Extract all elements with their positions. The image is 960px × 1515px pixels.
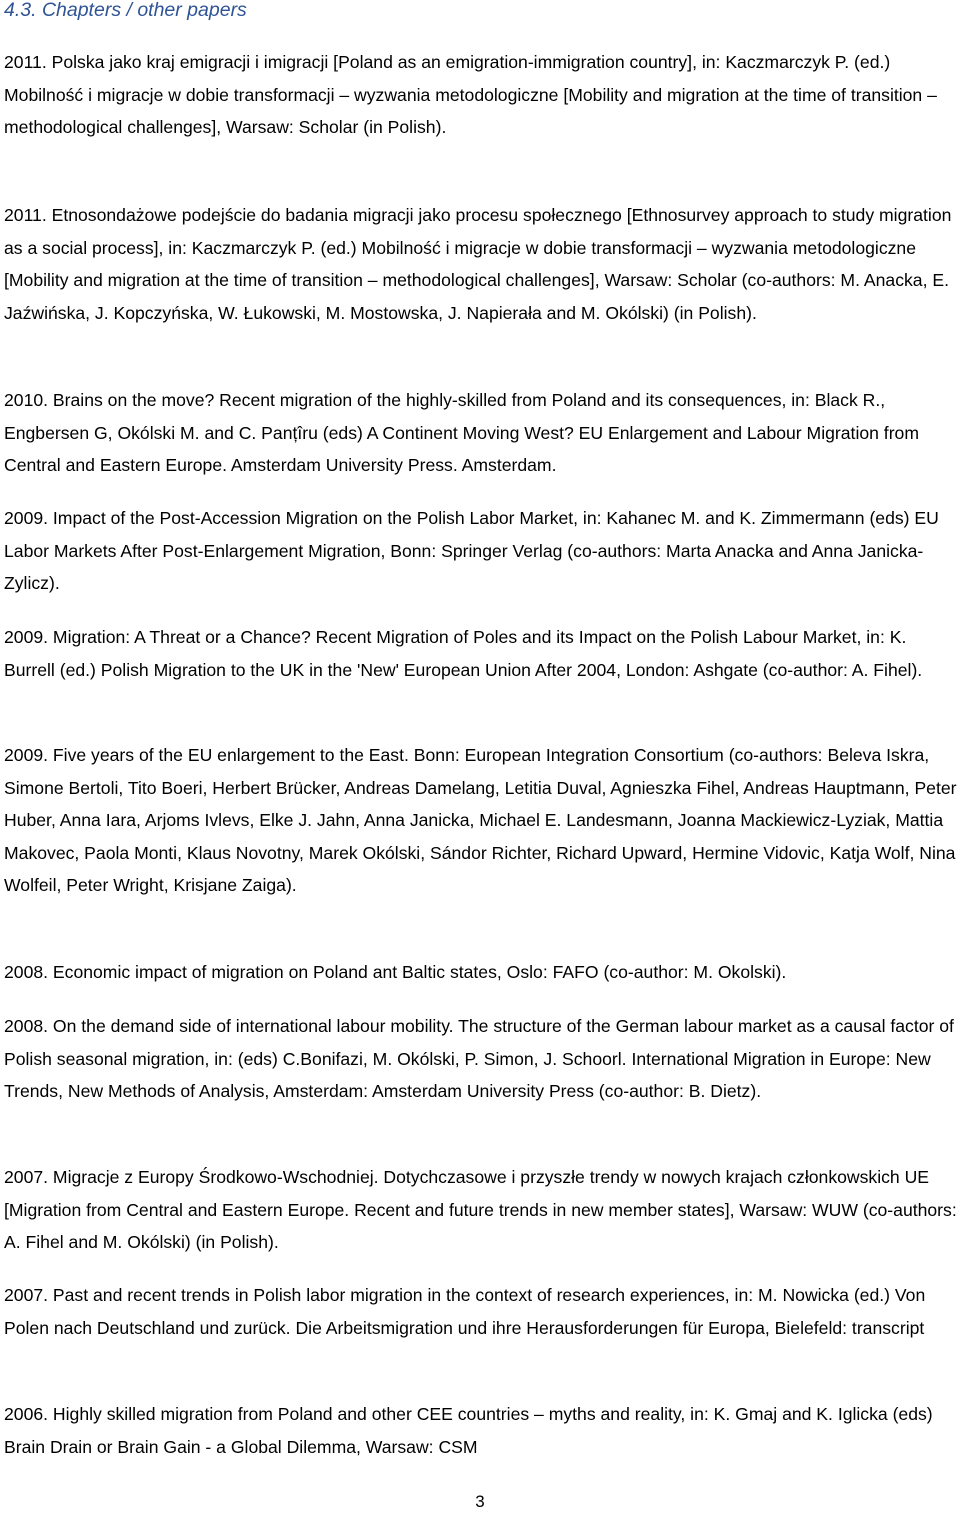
publication-entry-2009-migration-threat: 2009. Migration: A Threat or a Chance? Recent Migration of Poles and its Impact on the Polish Labour Market, in: K. Burrell (ed.) Polish Migration to the UK in the 'New' European Union After 2004, London: Ashgate (co-author: A. Fihel).	[4, 627, 923, 680]
section-heading: 4.3. Chapters / other papers	[4, 0, 247, 21]
publication-entry-2009-impact: 2009. Impact of the Post-Accession Migration on the Polish Labor Market, in: Kahanec M. and K. Zimmermann (eds) EU Labor Markets After Post-Enlargement Migration, Bonn: Springer Verlag (co-authors: Marta Anacka and Anna Janicka-Zylicz).	[4, 508, 939, 594]
publication-entry-2008-demand-side: 2008. On the demand side of international labour mobility. The structure of the German labour market as a causal factor of Polish seasonal migration, in: (eds) C.Bonifazi, M. Okólski, P. Simon, J. Schoorl. International Migration in Europe: New Trends, New Methods of Analysis, Amsterdam: Amsterdam University Press (co-author: B. Dietz).	[4, 1016, 954, 1102]
publication-entry-2010-brains: 2010. Brains on the move? Recent migration of the highly-skilled from Poland and its consequences, in: Black R., Engbersen G, Okólski M. and C. Panțîru (eds) A Continent Moving West? EU Enlargement and Labour Migration from Central and Eastern Europe. Amsterdam University Press. Amsterdam.	[4, 390, 919, 476]
publication-entry-2008-economic-impact: 2008. Economic impact of migration on Poland ant Baltic states, Oslo: FAFO (co-author: M. Okolski).	[4, 962, 787, 982]
publication-entry-2006-highly-skilled: 2006. Highly skilled migration from Poland and other CEE countries – myths and reality, in: K. Gmaj and K. Iglicka (eds) Brain Drain or Brain Gain - a Global Dilemma, Warsaw: CSM	[4, 1404, 933, 1457]
page-number: 3	[475, 1492, 485, 1511]
publication-entry-2007-past-recent: 2007. Past and recent trends in Polish labor migration in the context of research experiences, in: M. Nowicka (ed.) Von Polen nach Deutschland und zurück. Die Arbeitsmigration und ihre Herausforderungen für Europa, Bielefeld: transcript	[4, 1285, 926, 1338]
publication-entry-2009-five-years: 2009. Five years of the EU enlargement to the East. Bonn: European Integration Consortium (co-authors: Beleva Iskra, Simone Bertoli, Tito Boeri, Herbert Brücker, Andreas Damelang, Letitia Duval, Agnieszka Fihel, Andreas Hauptmann, Peter Huber, Anna Iara, Arjoms Ivlevs, Elke J. Jahn, Anna Janicka, Michael E. Landesmann, Joanna Mackiewicz-Lyziak, Mattia Makovec, Paola Monti, Klaus Novotny, Marek Okólski, Sándor Richter, Richard Upward, Hermine Vidovic, Katja Wolf, Nina Wolfeil, Peter Wright, Krisjane Zaiga).	[4, 745, 957, 896]
publication-entry-2011-etnosondazowe: 2011. Etnosondażowe podejście do badania migracji jako procesu społecznego [Ethnosurvey approach to study migration as a social process], in: Kaczmarczyk P. (ed.) Mobilność i migracje w dobie transformacji – wyzwania metodologiczne [Mobility and migration at the time of transition – methodological challenges], Warsaw: Scholar (co-authors: M. Anacka, E. Jaźwińska, J. Kopczyńska, W. Łukowski, M. Mostowska, J. Napierała and M. Okólski) (in Polish).	[4, 205, 952, 323]
publication-entry-2007-migracje: 2007. Migracje z Europy Środkowo-Wschodniej. Dotychczasowe i przyszłe trendy w nowych krajach członkowskich UE [Migration from Central and Eastern Europe. Recent and future trends in new member states], Warsaw: WUW (co-authors: A. Fihel and M. Okólski) (in Polish).	[4, 1167, 957, 1253]
publication-entry-2011-polska: 2011. Polska jako kraj emigracji i imigracji [Poland as an emigration-immigration country], in: Kaczmarczyk P. (ed.) Mobilność i migracje w dobie transformacji – wyzwania metodologiczne [Mobility and migration at the time of transition – methodological challenges], Warsaw: Scholar (in Polish).	[4, 52, 937, 138]
